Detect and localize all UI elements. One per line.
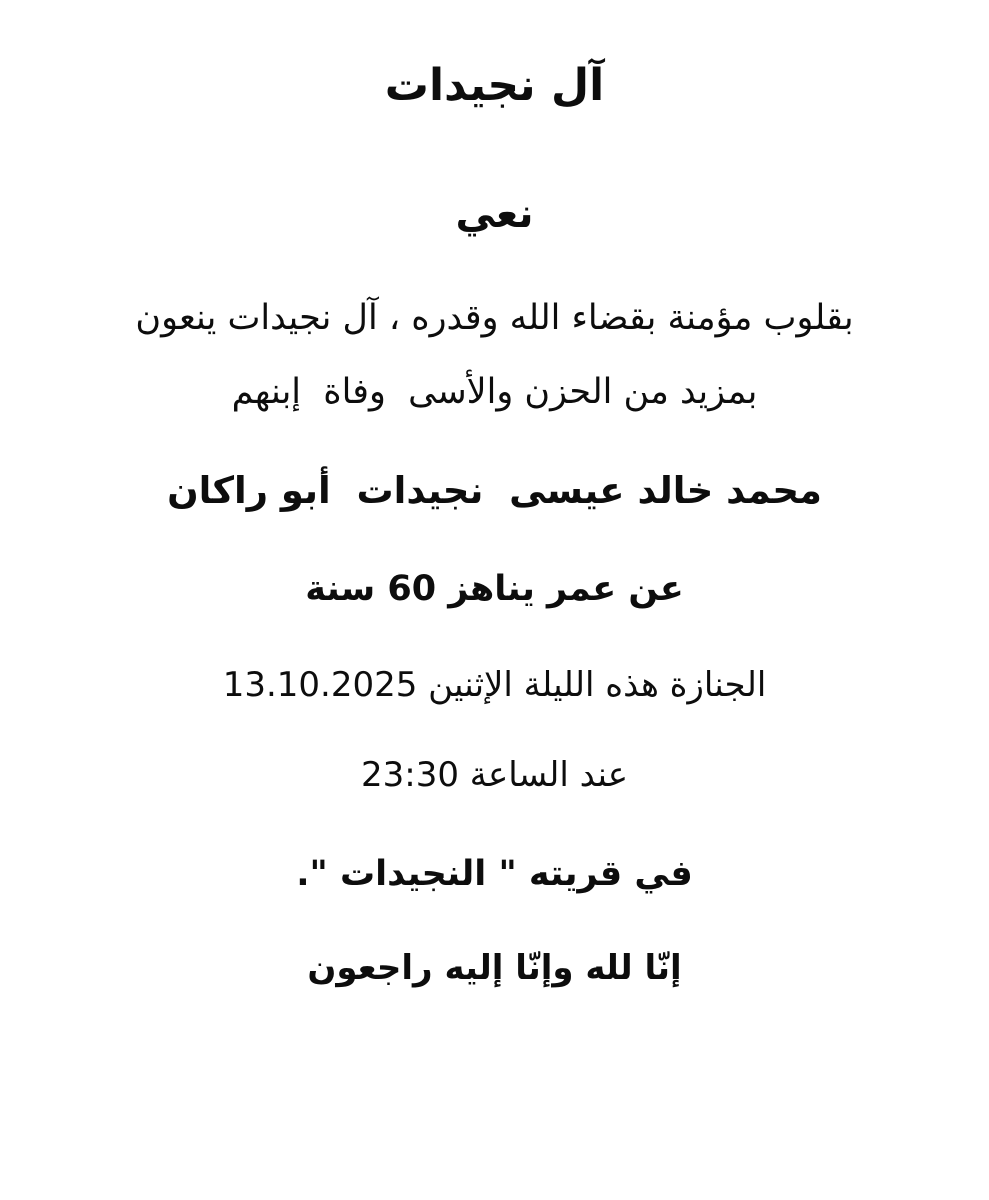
announcement-line-2: بمزيد من الحزن والأسى وفاة إبنهم xyxy=(231,371,758,412)
family-title: آل نجيدات xyxy=(384,60,605,111)
funeral-date-line: الجنازة هذه الليلة الإثنين 13.10.2025 xyxy=(222,665,767,706)
age-line: عن عمر يناهز 60 سنة xyxy=(305,568,684,609)
document-type-heading: نعي xyxy=(455,191,534,238)
quranic-verse-line: إنّا لله وإنّا إليه راجعون xyxy=(307,948,682,989)
funeral-time-line: عند الساعة 23:30 xyxy=(360,754,628,795)
deceased-name: محمد خالد عيسى نجيدات أبو راكان xyxy=(167,468,822,512)
funeral-place-line: في قريته " النجيدات ". xyxy=(296,853,693,894)
announcement-line-1: بقلوب مؤمنة بقضاء الله وقدره ، آل نجيدات ينعون xyxy=(135,298,854,339)
